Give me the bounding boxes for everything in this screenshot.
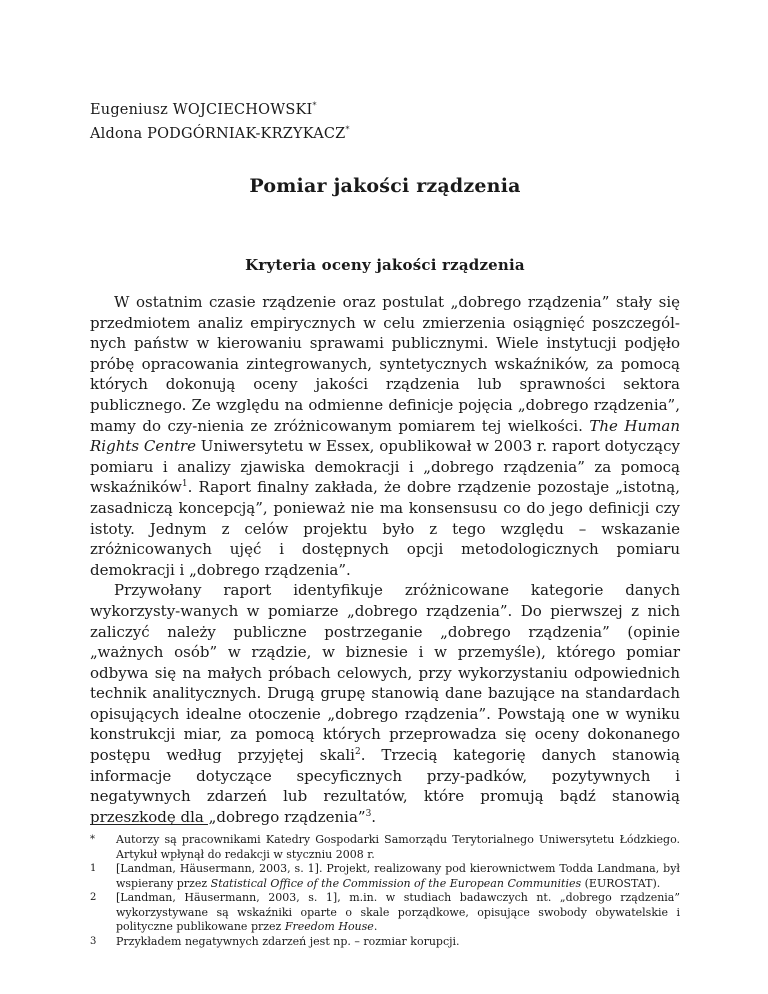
footnote-author-mark: * (90, 834, 95, 845)
footnote-1-mark: 1 (90, 863, 97, 874)
footnote-1-text-a: [Landman, Häusermann, 2003, s. 1]. Projekt, realizowany pod kierownictwem Todda Landmana, był wspierany przez (116, 862, 680, 890)
footnote-2-italic: Freedom House (284, 920, 374, 933)
author-2 (90, 120, 350, 144)
footnote-1-text (116, 862, 680, 891)
footnote-1-italic: Statistical Office of the Commission of the European Communities (210, 876, 582, 890)
paragraph-1 (90, 292, 680, 580)
footnote-3 (90, 935, 680, 950)
section-heading: Kryteria oceny jakości rządzenia (245, 256, 525, 274)
author-list (90, 96, 350, 144)
author-2-first-name: Aldona (90, 125, 143, 142)
footnotes (90, 833, 680, 949)
footnote-3-mark: 3 (90, 935, 97, 947)
footnote-2-text-a: [Landman, Häusermann, 2003, s. 1], m.in. w studiach badawczych nt. „dobrego rządzenia” wykorzystywane są wskaźniki oparte o skale porządkowe, opisujące swobody obywatelskie i polityczne publikowane przez (116, 891, 680, 933)
paragraph-2-text-b: . Trzecią kategorię danych stanowią informacje dotyczące specyficznych przy-padków, pozytywnych i negatywnych zdarzeń lub rezultatów, które promują bądź stanowią przeszkodę dla „dobrego rządzenia” (90, 746, 680, 826)
paragraph-1-text-c: . Raport finalny zakłada, że dobre rządzenie pozostaje „istotną, zasadniczą koncepcją”, ponieważ nie ma konsensusu co do jego definicji czy istoty. Jednym z celów projektu było z tego względu – wskazanie zróżnicowanych ujęć i dostępnych opcji metodologicznych pomiaru demokracji i „dobrego rządzenia”. (90, 478, 680, 579)
author-1-first-name: Eugeniusz (90, 101, 168, 118)
footnote-ref-3[interactable]: 3 (365, 808, 372, 819)
author-1-footnote-mark[interactable]: * (312, 101, 317, 110)
article-title: Pomiar jakości rządzenia (249, 175, 521, 197)
author-1-last-name: WOJCIECHOWSKI (172, 101, 313, 118)
paragraph-2-text-a: Przywołany raport identyfikuje zróżnicowane kategorie danych wykorzysty-wanych w pomiarze „dobrego rządzenia”. Do pierwszej z nich zaliczyć należy publiczne postrzeganie „dobrego rządzenia” (opinie „ważnych osób” w rządzie, w biznesie i w przemyśle), którego pomiar odbywa się na małych próbach celowych, przy wykorzystaniu odpowiednich technik analitycznych. Drugą grupę stanowią dane bazujące na standardach opisujących idealne otoczenie „dobrego rządzenia”. Powstają one w wyniku konstrukcji miar, za pomocą których przeprowadza się oceny dokonanego postępu według przyjętej skali (90, 581, 680, 765)
paragraph-1-text-a: W ostatnim czasie rządzenie oraz postulat „dobrego rządzenia” stały się przedmiotem analiz empirycznych w celu zmierzenia osiągnięć poszczegól-nych państw w kierowaniu sprawami publicznymi. Wiele instytucji podjęło próbę opracowania zintegrowanych, syntetycznych wskaźników, za pomocą których dokonują oceny jakości rządzenia lub sprawności sektora publicznego. Ze względu na odmienne definicje pojęcia „dobrego rządzenia”, mamy do czy-nienia ze zróżnicowanym pomiarem tej wielkości. (90, 293, 680, 435)
paragraph-2 (90, 580, 680, 827)
footnote-2 (90, 891, 680, 935)
paragraph-1-italic-org: The Human Rights Centre (90, 416, 680, 456)
footnote-1-text-b: (EUROSTAT). (584, 876, 661, 890)
article-body (90, 292, 680, 827)
author-2-last-name: PODGÓRNIAK-KRZYKACZ (147, 125, 346, 142)
paragraph-2-text-c: . (371, 807, 377, 826)
footnote-2-text-b: . (373, 920, 378, 933)
footnote-author-text: Autorzy są pracownikami Katedry Gospodarki Samorządu Terytorialnego Uniwersytetu Łódzkiego. Artykuł wpłynął do redakcji w styczniu 2008 r. (116, 833, 680, 861)
footnote-1 (90, 862, 680, 891)
footnote-divider (90, 824, 208, 825)
footnote-2-mark: 2 (90, 892, 97, 903)
footnote-author (90, 833, 680, 862)
author-1 (90, 96, 350, 120)
footnote-3-text: Przykładem negatywnych zdarzeń jest np. – rozmiar korupcji. (116, 934, 460, 948)
footnote-2-text (116, 891, 680, 935)
paragraph-1-text-b: Uniwersytetu w Essex, opublikował w 2003 r. raport dotyczący pomiaru i analizy zjawiska demokracji i „dobrego rządzenia” za pomocą wskaźników (90, 437, 681, 497)
footnote-ref-2[interactable]: 2 (354, 747, 361, 758)
author-2-footnote-mark[interactable]: * (345, 124, 350, 134)
footnote-ref-1[interactable]: 1 (181, 479, 188, 490)
